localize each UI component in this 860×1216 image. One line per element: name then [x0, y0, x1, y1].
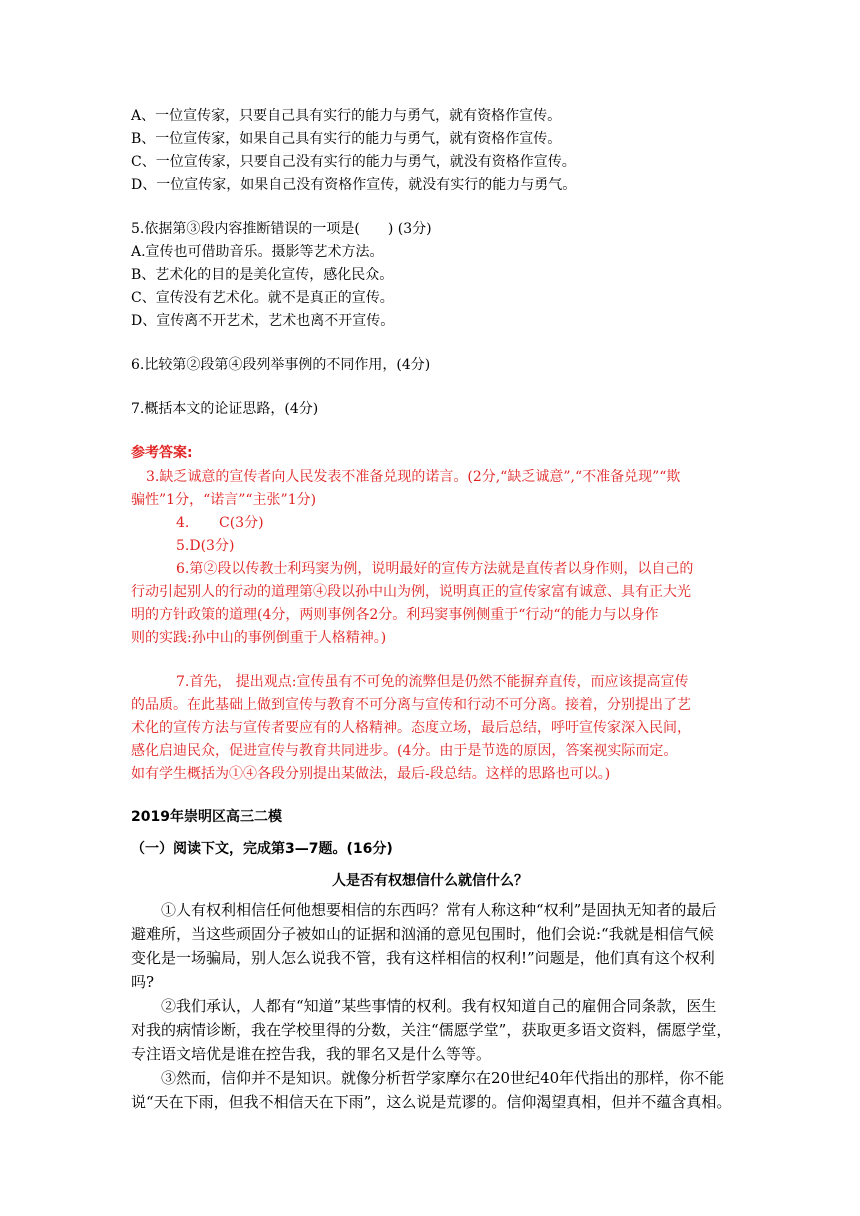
q7-stem: 7.概括本文的论证思路，(4分) [131, 401, 319, 417]
q5-stem: 5.依据第③段内容推断错误的一项是( ) (3分) [131, 221, 432, 237]
paragraph-2-line-3: 专注语文培优是谁在控告我，我的罪名又是什么等等。 [131, 1045, 492, 1063]
paragraph-1-line-3: 变化是一场骗局，别人怎么说我不管，我有这样相信的权利!”问题是，他们真有这个权利 [131, 949, 715, 967]
paragraph-1-line-4: 吗? [131, 973, 155, 991]
answer-3-line-1: 3.缺乏诚意的宣传者向人民发表不准备兑现的诺言。(2分,“缺乏诚意”,“不准备兑现”“欺 [146, 469, 681, 485]
q6-stem: 6.比较第②段第④段列举事例的不同作用，(4分) [131, 357, 431, 373]
exam-title: 2019年崇明区高三二模 [131, 809, 282, 825]
answer-4-number: 4. [176, 515, 190, 531]
q5-option-d: D、宣传离不开艺术，艺术也离不开宣传。 [131, 313, 395, 329]
answer-5: 5.D(3分) [176, 538, 235, 554]
answer-6-line-4: 则的实践:孙中山的事例倒重于人格精神。) [131, 630, 387, 646]
answer-6-line-2: 行动引起别人的行动的道理第④段以孙中山为例，说明真正的宣传家富有诚意、具有正大光 [131, 584, 691, 600]
q5-option-a: A.宣传也可借助音乐。摄影等艺术方法。 [131, 244, 384, 260]
paragraph-3-line-2: 说“天在下雨，但我不相信天在下雨”，这么说是荒谬的。信仰渴望真相，但并不蕴含真相。 [131, 1093, 732, 1111]
article-title: 人是否有权想信什么就信什么？ [332, 873, 528, 889]
q4-option-c: C、一位宣传家，只要自己没有实行的能力与勇气，就没有资格作宣传。 [131, 154, 576, 170]
answer-6-line-3: 明的方针政策的道理(4分，两则事例各2分。利玛窦事例侧重于“行动“的能力与以身作 [131, 607, 659, 623]
paragraph-3-line-1: ③然而，信仰并不是知识。就像分析哲学家摩尔在20世纪40年代指出的那样，你不能 [161, 1069, 725, 1087]
answer-7-line-4: 感化启迪民众，促进宣传与教育共同进步。(4分。由于是节选的原因，答案视实际而定。 [131, 743, 678, 759]
q5-option-c: C、宣传没有艺术化。就不是真正的宣传。 [131, 290, 394, 306]
answer-4-value: C(3分) [219, 515, 264, 531]
paragraph-1-line-1: ①人有权利相信任何他想要相信的东西吗？常有人称这种“权利”是固执无知者的最后 [161, 901, 717, 919]
answer-7-line-2: 的品质。在此基础上做到宣传与教育不可分离与宣传和行动不可分离。接着，分别提出了艺 [131, 697, 691, 713]
answer-7-line-5: 如有学生概括为①④各段分别提出某做法，最后-段总结。这样的思路也可以。) [131, 766, 611, 782]
q5-option-b: B、艺术化的目的是美化宣传，感化民众。 [131, 267, 394, 283]
q4-option-a: A、一位宣传家，只要自己具有实行的能力与勇气，就有资格作宣传。 [131, 108, 562, 124]
q4-option-d: D、一位宣传家，如果自己没有资格作宣传，就没有实行的能力与勇气。 [131, 177, 577, 193]
answers-heading: 参考答案: [131, 445, 193, 461]
paragraph-2-line-1: ②我们承认，人都有“知道”某些事情的权利。我有权知道自己的雇佣合同条款，医生 [161, 997, 717, 1015]
paragraph-2-line-2: 对我的病情诊断，我在学校里得的分数，关注“儒愿学堂”，获取更多语文资料，儒愿学堂， [131, 1021, 732, 1039]
section-heading: （一）阅读下文，完成第3—7题。(16分) [131, 841, 393, 857]
q4-option-b: B、一位宣传家，如果自己具有实行的能力与勇气，就有资格作宣传。 [131, 131, 562, 147]
answer-3-line-2: 骗性”1分，“诺言”“主张”1分) [131, 492, 317, 508]
answer-7-line-1: 7.首先， 提出观点:宣传虽有不可免的流弊但是仍然不能摒弃直传，而应该提高宣传 [176, 674, 689, 690]
answer-6-line-1: 6.第②段以传教士利玛窦为例，说明最好的宣传方法就是直传者以身作则，以自己的 [176, 561, 694, 577]
answer-7-line-3: 术化的宣传方法与宣传者要应有的人格精神。态度立场，最后总结，呼吁宣传家深入民间， [131, 720, 691, 736]
paragraph-1-line-2: 避难所，当这些顽固分子被如山的证据和汹涌的意见包围时，他们会说:“我就是相信气候 [131, 925, 714, 943]
